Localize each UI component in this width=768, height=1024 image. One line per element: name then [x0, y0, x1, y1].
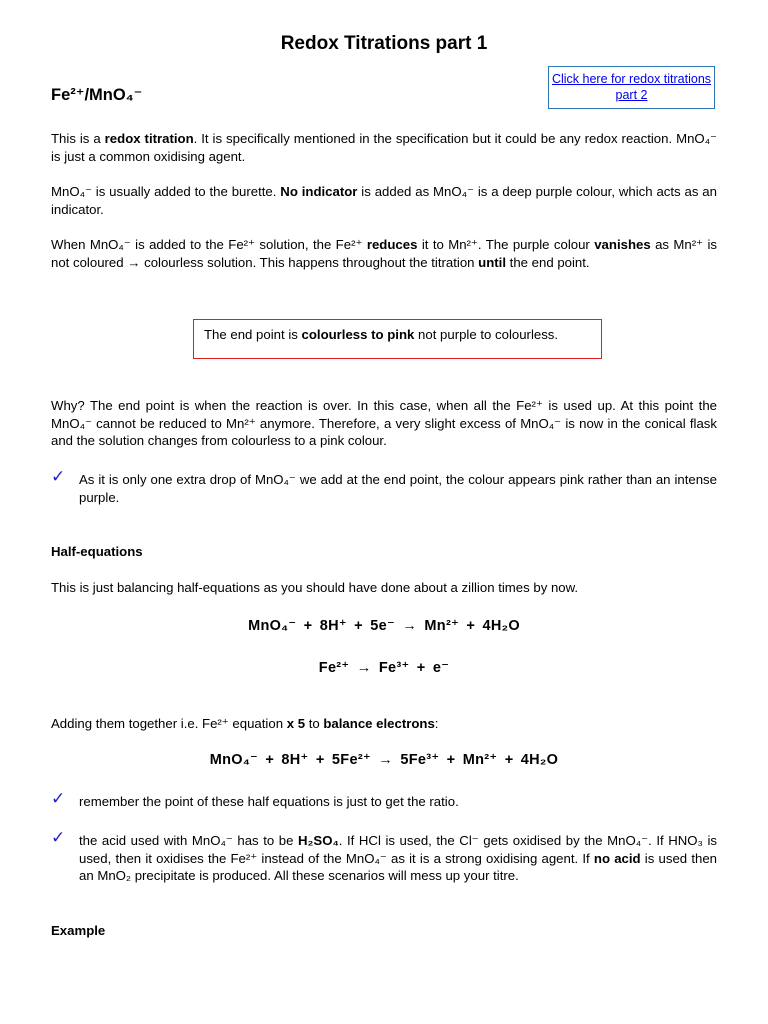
bold-text: redox titration: [104, 131, 194, 146]
checkmark-icon: ✓: [51, 467, 66, 486]
checkmark-icon: ✓: [51, 828, 66, 847]
bold-text: No indicator: [280, 184, 358, 199]
example-heading: Example: [51, 923, 106, 938]
text: colourless solution. This happens throughout the titration: [140, 254, 479, 270]
half-equations-intro: This is just balancing half-equations as you should have done about a zillion times by now.: [51, 580, 579, 595]
text: The end point is: [204, 327, 302, 342]
section-heading: Fe²⁺/MnO₄⁻: [51, 86, 143, 104]
text: the acid used with MnO₄⁻ has to be: [79, 833, 299, 848]
equation-overall: MnO₄⁻ + 8H⁺ + 5Fe²⁺ → 5Fe³⁺ + Mn²⁺ + 4H₂O: [209, 752, 559, 768]
text: This is a: [51, 131, 105, 146]
bold-text: colourless to pink: [301, 327, 415, 342]
paragraph-reduction: [51, 236, 717, 271]
bold-text: reduces: [366, 237, 418, 252]
part2-link[interactable]: Click here for redox titrations part 2: [551, 72, 712, 102]
bold-text: no acid: [593, 850, 641, 866]
bold-text: H₂SO₄: [298, 833, 339, 848]
link-box: [548, 66, 715, 109]
equation-mno4: MnO₄⁻ + 8H⁺ + 5e⁻ → Mn²⁺ + 4H₂O: [248, 618, 520, 634]
page-title: Redox Titrations part 1: [280, 33, 488, 54]
text: :: [434, 716, 439, 731]
text: to: [305, 716, 324, 731]
endpoint-callout: [193, 319, 602, 359]
text: MnO₄⁻ is usually added to the burette.: [51, 184, 281, 199]
paragraph-why: Why? The end point is when the reaction is over. In this case, when all the Fe²⁺ is used up. At this point the MnO₄⁻ cannot be reduced to Mn²⁺ anymore. Therefore, a very slight excess of MnO₄⁻ is now in the conical flask and the solution changes from colourless to a pink colour.: [51, 398, 717, 448]
bold-text: vanishes: [594, 237, 651, 252]
text: the end point.: [506, 254, 590, 270]
bold-text: balance electrons: [323, 716, 435, 731]
half-equations-heading: Half-equations: [51, 544, 143, 559]
text: it to Mn²⁺. The purple colour: [417, 237, 595, 252]
bold-text: x 5: [286, 716, 306, 731]
text: not purple to colourless.: [414, 327, 559, 342]
tick-note-acid: [79, 832, 717, 885]
text: . If HCl is used, the Cl⁻ gets oxidised by the MnO₄⁻. If HNO₃ is used, then it oxidises the Fe²⁺ instead of the MnO₄⁻ as it is a strong oxidising agent. If: [79, 833, 717, 866]
text: . It is specifically mentioned in the specification but it could be any redox reaction. MnO₄⁻ is just a common oxidising agent.: [51, 131, 718, 164]
tick-note-drop: As it is only one extra drop of MnO₄⁻ we add at the end point, the colour appears pink rather than an intense purple.: [79, 472, 717, 505]
text: Adding them together i.e. Fe²⁺ equation: [51, 716, 287, 731]
paragraph-burette: [51, 183, 717, 218]
text: as Mn²⁺ is not coloured: [51, 237, 717, 270]
tick-note-ratio: remember the point of these half equations is just to get the ratio.: [79, 794, 459, 809]
arrow-icon: →: [127, 254, 141, 270]
text: When MnO₄⁻ is added to the Fe²⁺ solution, the Fe²⁺: [51, 237, 367, 252]
bold-text: until: [478, 254, 506, 270]
text: is used then an MnO₂ precipitate is produced. All these scenarios will mess up your titre.: [79, 850, 717, 883]
equation-fe: Fe²⁺ → Fe³⁺ + e⁻: [318, 660, 450, 676]
checkmark-icon: ✓: [51, 789, 66, 808]
paragraph-intro: [51, 130, 717, 165]
text: is added as MnO₄⁻ is a deep purple colour, which acts as an indicator.: [51, 184, 717, 217]
paragraph-adding: [51, 715, 717, 733]
